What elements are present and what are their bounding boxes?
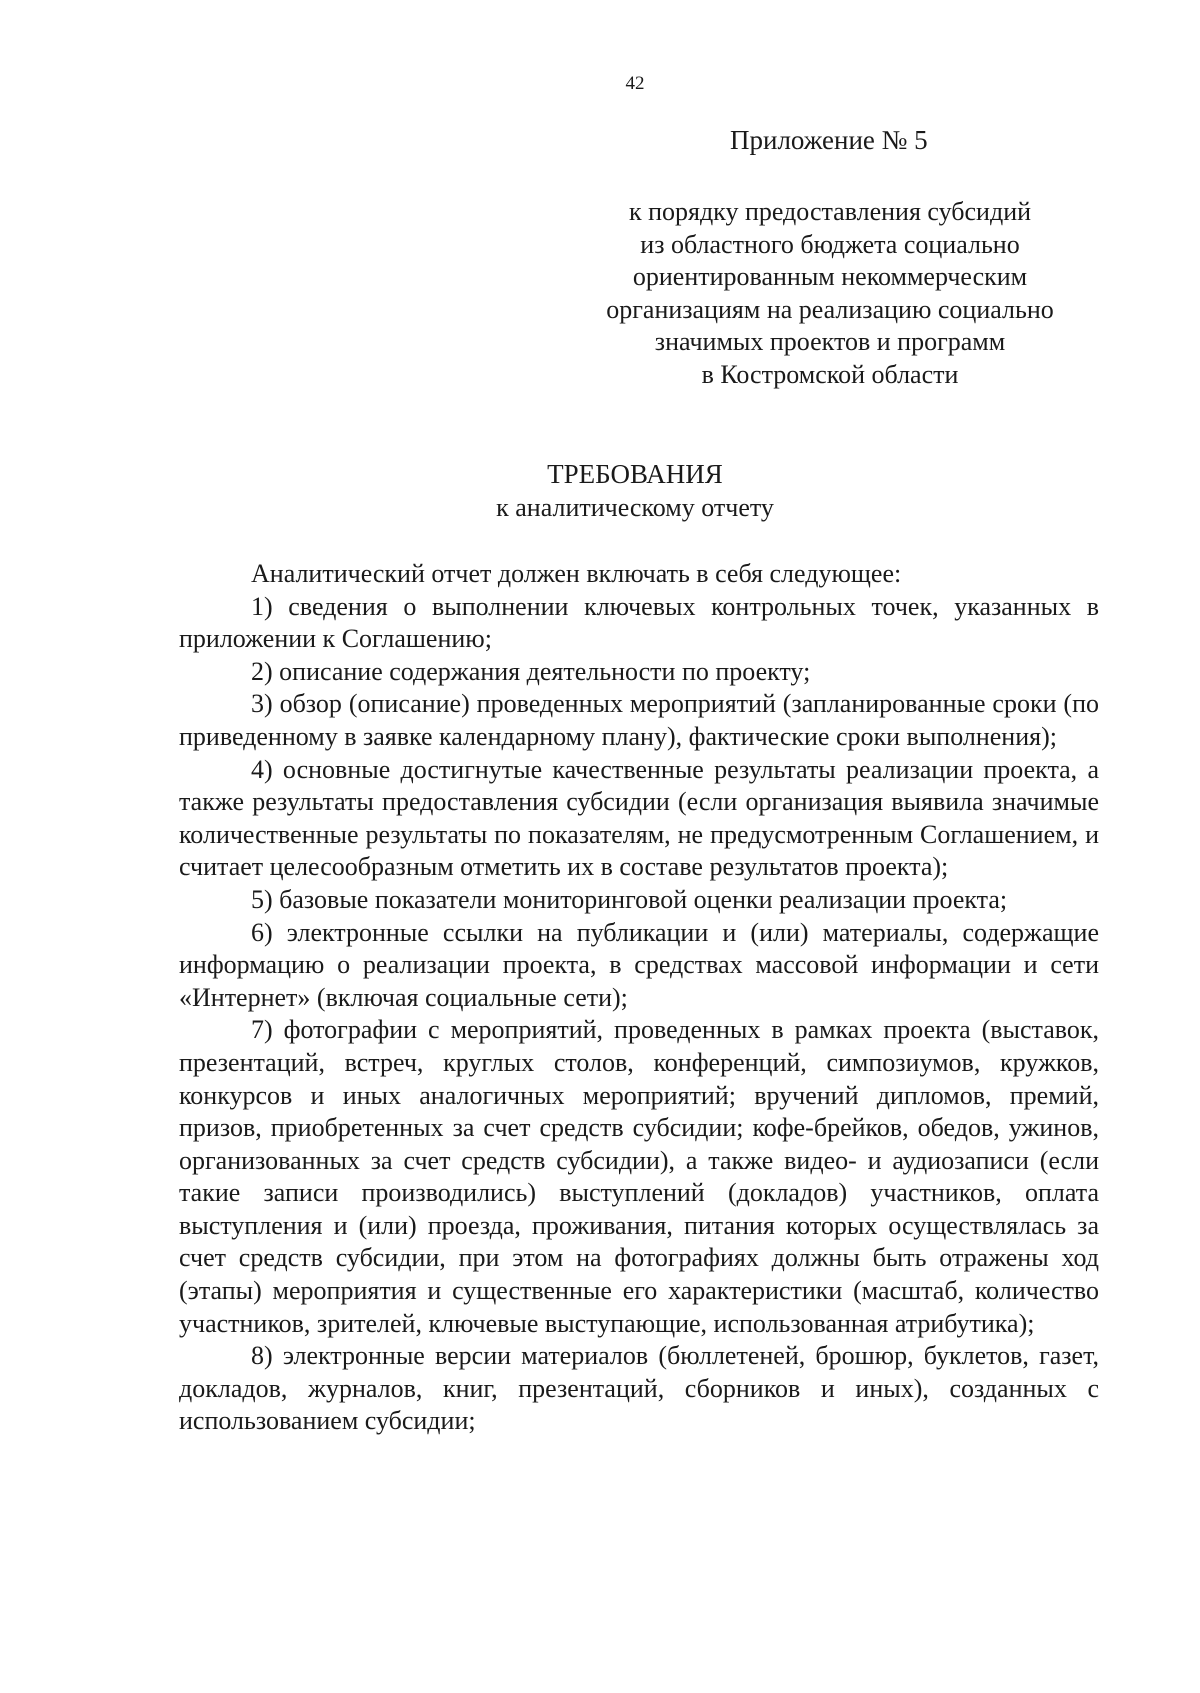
document-title: ТРЕБОВАНИЯ — [547, 459, 723, 489]
appendix-line: ориентированным некоммерческим — [632, 262, 1028, 291]
page-number: 42 — [625, 73, 645, 94]
body-paragraph: 8) электронные версии материалов (бюллетеней, брошюр, буклетов, газет, докладов, журналов, книг, презентаций, сборников и иных), созданных с использованием субсидии; — [179, 1341, 1099, 1436]
body-paragraph: 6) электронные ссылки на публикации и (или) материалы, содержащие информацию о реализации проекта, в средствах массовой информации и сети «Интернет» (включая социальные сети); — [179, 917, 1099, 1012]
body-paragraph: 1) сведения о выполнении ключевых контрольных точек, указанных в приложении к Соглашению; — [179, 591, 1099, 654]
appendix-reference — [580, 196, 1080, 391]
appendix-line: к порядку предоставления субсидий — [628, 197, 1032, 226]
body-paragraph: 7) фотографии с мероприятий, проведенных в рамках проекта (выставок, презентаций, встреч, круглых столов, конференций, симпозиумов, кружков, конкурсов и иных аналогичных мероприятий; вручений дипломов, премий, призов, приобретенных за счет средств субсидии; кофе-брейков, обедов, ужинов, организованных за счет средств субсидии), а также видео- и аудиозаписи (если такие записи производились) выступлений (докладов) участников, оплата выступления и (или) проезда, проживания, питания которых осуществлялась за счет средств субсидии, при этом на фотографиях должны быть отражены ход (этапы) мероприятия и существенные его характеристики (масштаб, количество участников, зрителей, ключевые выступающие, использованная атрибутика); — [179, 1015, 1099, 1338]
appendix-title: Приложение № 5 — [730, 125, 928, 155]
body-paragraph: 4) основные достигнутые качественные результаты реализации проекта, а также результаты предоставления субсидии (если организация выявила значимые количественные результаты по показателям, не предусмотренным Соглашением, и считает целесообразным отметить их в составе результатов проекта); — [179, 754, 1099, 882]
appendix-line: из областного бюджета социально — [640, 229, 1020, 259]
body-paragraph: 2) описание содержания деятельности по проекту; — [251, 656, 811, 686]
body-paragraph: Аналитический отчет должен включать в себя следующее: — [251, 559, 902, 588]
appendix-line: в Костромской области — [701, 359, 959, 389]
body-paragraph: 5) базовые показатели мониторинговой оценки реализации проекта; — [251, 884, 1008, 914]
appendix-line: значимых проектов и программ — [654, 327, 1006, 356]
document-body — [179, 558, 1099, 1438]
body-paragraph: 3) обзор (описание) проведенных мероприятий (запланированные сроки (по приведенному в заявке календарному плану), фактические сроки выполнения); — [179, 689, 1099, 751]
document-subtitle: к аналитическому отчету — [496, 493, 774, 522]
appendix-line: организациям на реализацию социально — [606, 294, 1054, 324]
